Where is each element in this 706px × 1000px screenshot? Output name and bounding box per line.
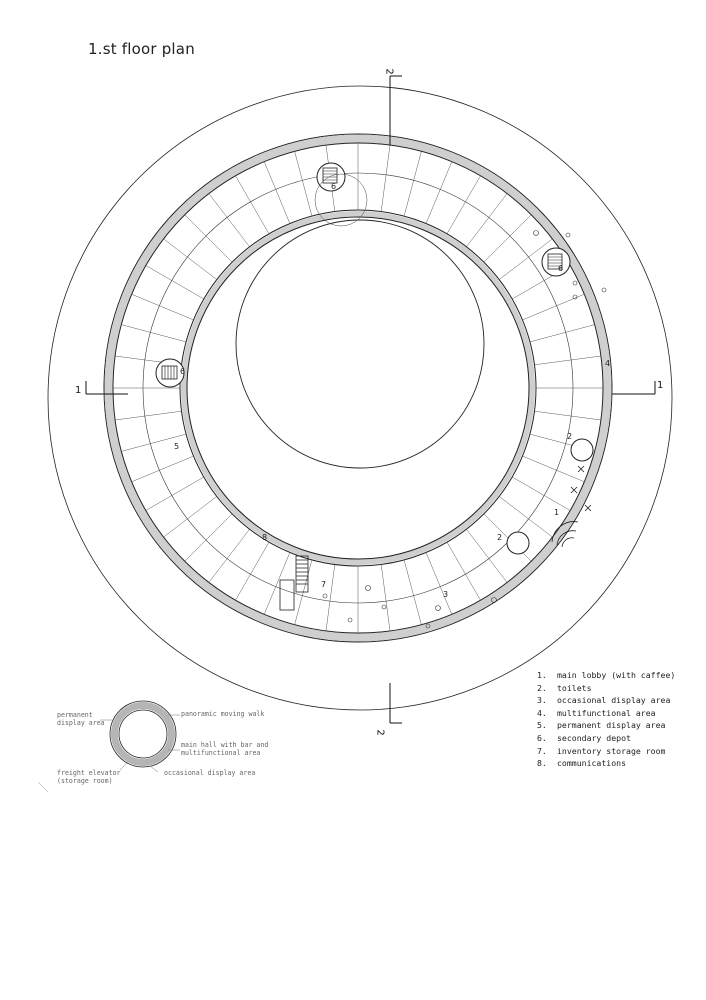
partition-line <box>164 496 217 537</box>
site-boundary-circle <box>48 86 672 710</box>
legend-item: 5. permanent display area <box>537 720 666 731</box>
partition-line <box>146 477 204 511</box>
partition-line <box>381 145 390 211</box>
partition-line <box>326 565 335 631</box>
section-2-top-label: 2 <box>383 68 395 75</box>
partition-line <box>121 325 186 342</box>
room-number: 6 <box>558 264 564 273</box>
partition-line <box>447 542 481 600</box>
partition-line <box>185 215 232 262</box>
partition-line <box>164 239 217 280</box>
partition-line <box>236 176 270 234</box>
legend-item: 1. main lobby (with caffee) <box>537 670 676 680</box>
room-number: 2 <box>567 432 573 441</box>
column-markers <box>323 231 606 629</box>
legend-item: 6. secondary depot <box>537 732 631 743</box>
partition-line <box>535 356 601 365</box>
inner-wall-fill <box>184 214 532 562</box>
room-number: 6 <box>331 182 337 191</box>
inner-wall-inner <box>187 217 529 559</box>
plan-title: 1.st floor plan <box>88 40 195 58</box>
partition-line <box>484 215 531 262</box>
key-label-main-hall: main hall with bar and multifunctional area <box>181 741 269 757</box>
partition-line <box>530 325 595 342</box>
partition-line <box>185 514 232 561</box>
courtyard-circle <box>236 220 484 468</box>
section-2-bottom-label: 2 <box>374 729 386 736</box>
room-number: 2 <box>497 533 503 542</box>
partition-line <box>115 411 181 420</box>
partition-line <box>535 411 601 420</box>
legend-item: 7. inventory storage room <box>537 745 666 756</box>
partition-line <box>404 151 421 216</box>
room-number: 6 <box>180 367 186 376</box>
legend-item: 4. multifunctional area <box>537 707 656 718</box>
section-1-left-label: 1 <box>75 385 82 396</box>
partition-line <box>146 266 204 300</box>
room-number: 8 <box>262 533 268 542</box>
room-number: 1 <box>554 508 560 517</box>
partition-line <box>447 176 481 234</box>
partition-line <box>404 560 421 625</box>
partition-line <box>209 194 250 247</box>
partition-line <box>236 542 270 600</box>
freight-elevator-block <box>280 556 308 610</box>
toilet-core-upper <box>571 439 593 461</box>
room-number: 7 <box>321 580 327 589</box>
key-label-occasional: occasional display area <box>164 769 256 777</box>
key-label-freight: freight elevator (storage room) <box>57 769 121 785</box>
partition-line <box>466 194 507 247</box>
key-label-panoramic: panoramic moving walk <box>181 710 265 718</box>
partition-line <box>499 496 552 537</box>
section-1-right-label: 1 <box>657 380 664 391</box>
section-marks <box>86 76 655 723</box>
partition-line <box>295 151 312 216</box>
partition-line <box>381 565 390 631</box>
legend-list <box>537 669 675 770</box>
toilet-core-lower <box>507 532 529 554</box>
legend-item: 3. occasional display area <box>537 695 671 706</box>
stair-core-right <box>542 248 570 276</box>
room-number: 3 <box>443 590 449 599</box>
key-label-permanent: permanent display area <box>57 711 105 727</box>
room-number: 4 <box>605 359 611 368</box>
legend-item: 8. communications <box>537 758 627 769</box>
legend-item: 2. toilets <box>537 682 592 693</box>
partition-line <box>512 477 570 511</box>
room-number: 5 <box>174 442 180 451</box>
partition-line <box>209 529 250 582</box>
